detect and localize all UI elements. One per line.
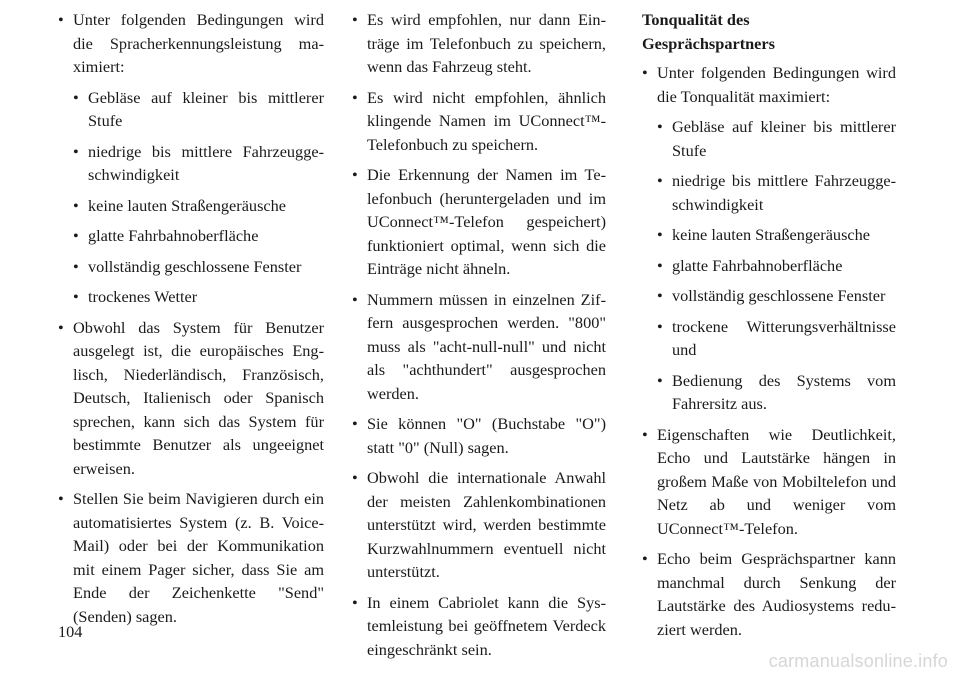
list-item (352, 466, 606, 584)
bullet-icon: • (58, 489, 64, 508)
sub-list-item (58, 140, 324, 187)
bullet-list-middle (352, 8, 606, 661)
list-item-text: Obwohl die internationale Anwahl der meisten Zahlenkombinationen unterstützt wird, werden bestimmte Kurzwahlnummern eventuell nicht unterstützt. (367, 468, 606, 581)
list-item-text: Es wird empfohlen, nur dann Einträge im Telefonbuch zu speichern, wenn das Fahrzeug steht. (367, 10, 606, 76)
list-item (352, 163, 606, 281)
column-left (58, 8, 324, 635)
list-item (58, 487, 324, 628)
bullet-icon: • (73, 195, 79, 215)
list-item-text: Eigenschaften wie Deutlichkeit, Echo und Lautstärke hängen in großem Maße von Mobiltelefon und Netz ab und weniger vom UConnect™-Telefon. (657, 424, 896, 538)
list-item (352, 8, 606, 79)
bullet-icon: • (642, 549, 648, 568)
list-item-text: Obwohl das System für Benutzer ausgelegt ist, die europäisches Englisch, Niederländisch, Französisch, Deutsch, Italienisch oder Spanisch sprechen, kann sich das System für bestimmte Benutzer als ungeeignet erweisen. (73, 317, 324, 478)
bullet-icon: • (73, 226, 79, 245)
sub-list-item (642, 169, 896, 216)
sub-list-item (58, 224, 324, 248)
bullet-icon: • (352, 165, 358, 184)
list-item-text: trockene Witterungsverhältnisse und (672, 316, 896, 359)
list-item-text: vollständig geschlossene Fenster (672, 286, 886, 305)
bullet-icon: • (657, 286, 663, 305)
list-item-text: Unter folgenden Bedingungen wird die Spracherkennungsleistung maximiert: (73, 10, 324, 76)
list-item-text: Stellen Sie beim Navigieren durch ein automatisiertes System (z. B. Voice-Mail) oder bei der Kommunikation mit einem Pager sicher, dass Sie am Ende der Zeichenkette "Send" (Senden) sagen. (73, 489, 324, 626)
list-item-text: Echo beim Gesprächspartner kann manchmal durch Senkung der Lautstärke des Audiosystems reduziert werden. (657, 549, 896, 639)
sub-list-item (642, 284, 896, 308)
bullet-icon: • (352, 87, 358, 107)
bullet-icon: • (73, 256, 79, 276)
list-item (352, 591, 606, 662)
list-item-text: vollständig geschlossene Fenster (88, 256, 302, 276)
list-item (642, 547, 896, 641)
list-item-text: Bedienung des Systems vom Fahrersitz aus. (672, 370, 896, 413)
bullet-icon: • (642, 424, 648, 444)
bullet-icon: • (657, 171, 663, 190)
list-item-text: glatte Fahrbahnoberfläche (672, 255, 843, 275)
list-item-text: Gebläse auf kleiner bis mittlerer Stufe (88, 87, 324, 130)
list-item-text: Nummern müssen in einzelnen Ziffern ausgesprochen werden. "800" muss als "acht-null-null" und nicht als "achthundert" ausgesprochen werden. (367, 289, 606, 403)
list-item (352, 412, 606, 459)
bullet-icon: • (657, 370, 663, 390)
list-item-text: Unter folgenden Bedingungen wird die Tonqualität maximiert: (657, 63, 896, 106)
list-item-text: Es wird nicht empfohlen, ähnlich klingende Namen im UConnect™-Telefonbuch zu speichern. (367, 87, 606, 154)
list-item (642, 423, 896, 541)
list-item-text: Gebläse auf kleiner bis mittlerer Stufe (672, 117, 896, 160)
section-heading-line2: Gesprächspartners (642, 33, 775, 53)
list-item-text: In einem Cabriolet kann die Systemleistung bei geöffnetem Verdeck eingeschränkt sein. (367, 592, 606, 659)
sub-list-item (642, 223, 896, 247)
sub-list-item (58, 194, 324, 218)
list-item (642, 61, 896, 108)
bullet-icon: • (657, 316, 663, 336)
page-number: 104 (58, 622, 83, 641)
bullet-icon: • (352, 289, 358, 309)
list-item (352, 288, 606, 406)
sub-list-item (58, 86, 324, 133)
list-item-text: keine lauten Straßengeräusche (88, 195, 286, 215)
bullet-icon: • (657, 225, 663, 244)
bullet-icon: • (642, 63, 648, 82)
bullet-icon: • (657, 255, 663, 275)
column-right (642, 8, 896, 648)
column-middle (352, 8, 606, 668)
sub-list-item (642, 115, 896, 162)
watermark: carmanualsonline.info (768, 651, 948, 671)
list-item-text: keine lauten Straßengeräusche (672, 225, 870, 244)
bullet-icon: • (73, 87, 79, 107)
list-item-text: niedrige bis mittlere Fahrzeuggeschwindigkeit (88, 141, 324, 184)
list-item (58, 8, 324, 79)
bullet-icon: • (352, 414, 358, 433)
bullet-icon: • (352, 10, 358, 29)
bullet-icon: • (58, 317, 64, 337)
bullet-icon: • (352, 468, 358, 487)
list-item (352, 86, 606, 157)
list-item-text: Sie können "O" (Buchstabe "O") statt "0" (Null) sagen. (367, 414, 606, 457)
bullet-list-right (642, 61, 896, 641)
list-item-text: glatte Fahrbahnoberfläche (88, 226, 259, 245)
bullet-icon: • (352, 592, 358, 612)
bullet-list-left (58, 8, 324, 628)
sub-list-item (642, 315, 896, 362)
list-item (58, 316, 324, 481)
bullet-icon: • (657, 117, 663, 136)
sub-list-item (642, 254, 896, 278)
bullet-icon: • (73, 287, 79, 306)
bullet-icon: • (73, 141, 79, 161)
list-item-text: niedrige bis mittlere Fahrzeuggeschwindigkeit (672, 171, 896, 214)
sub-list-item (642, 369, 896, 416)
section-heading-line1: Tonqualität des (642, 10, 750, 29)
bullet-icon: • (58, 10, 64, 29)
list-item-text: trockenes Wetter (88, 287, 198, 306)
section-heading (642, 8, 896, 55)
list-item-text: Die Erkennung der Namen im Telefonbuch (heruntergeladen und im UConnect™-Telefon gespeichert) funktioniert optimal, wenn sich die Einträge nicht ähneln. (367, 165, 606, 278)
sub-list-item (58, 285, 324, 309)
sub-list-item (58, 255, 324, 279)
